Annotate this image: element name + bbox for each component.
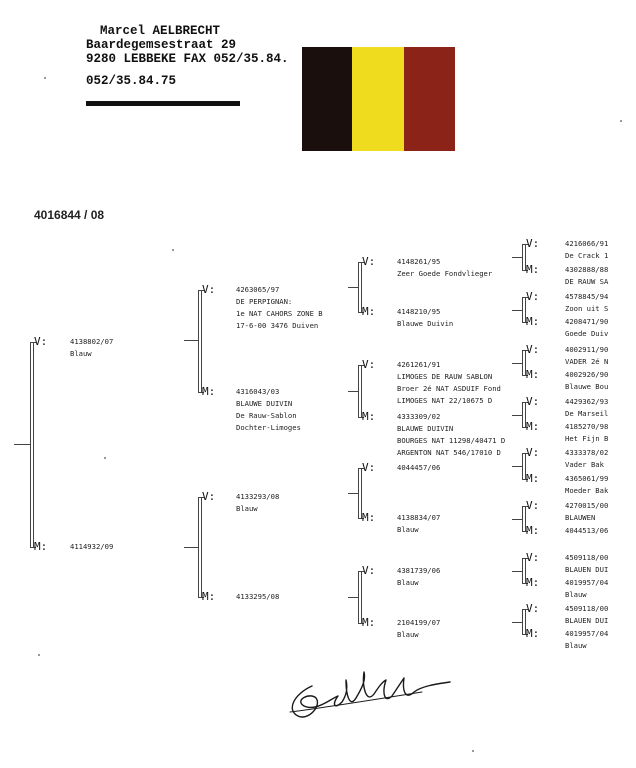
bracket-line: [512, 415, 522, 416]
bracket-line: [522, 506, 523, 531]
pigeon-info-line: De Crack 1: [565, 251, 609, 260]
parent-label: V:: [526, 290, 540, 303]
pigeon-info-line: BLAUWEN: [565, 513, 596, 522]
bracket-line: [522, 244, 523, 270]
parent-label: V:: [526, 499, 540, 512]
bracket-line: [348, 287, 358, 288]
parent-label: M:: [362, 616, 376, 629]
parent-label: V:: [362, 255, 376, 268]
ring-number: 4333309/02: [397, 412, 441, 421]
parent-label: M:: [526, 472, 540, 485]
pigeon-info-line: BLAUWE DUIVIN: [397, 424, 454, 433]
pigeon-info-line: Blauw: [565, 590, 587, 599]
parent-label: M:: [526, 576, 540, 589]
ring-number: 4148210/95: [397, 307, 441, 316]
bracket-line: [512, 363, 522, 364]
parent-label: V:: [202, 490, 216, 503]
ring-number: 4429362/93: [565, 397, 609, 406]
pigeon-info-line: BLAUWE DUIVIN: [236, 399, 293, 408]
ring-number: 4365061/99: [565, 474, 609, 483]
pigeon-info-line: De Rauw-Sablon: [236, 411, 297, 420]
bracket-line: [201, 290, 202, 392]
owner-city-fax: 9280 LEBBEKE FAX 052/35.84.: [86, 52, 289, 66]
ring-number: 4002911/90: [565, 345, 609, 354]
ring-number: 4208471/90: [565, 317, 609, 326]
pigeon-info-line: Blauw: [565, 641, 587, 650]
pigeon-info-line: Zoon uit S: [565, 304, 609, 313]
pigeon-info-line: DE RAUW SA: [565, 277, 609, 286]
ring-number: 4316043/03: [236, 387, 280, 396]
parent-label: V:: [526, 395, 540, 408]
ring-number: 4138834/07: [397, 513, 441, 522]
bracket-line: [184, 547, 198, 548]
scan-speck: [172, 249, 174, 251]
pigeon-info-line: Zeer Goede Fondvlieger: [397, 269, 493, 278]
owner-name: Marcel AELBRECHT: [100, 24, 221, 38]
parent-label: M:: [362, 511, 376, 524]
bracket-line: [184, 340, 198, 341]
bracket-line: [358, 365, 359, 417]
ring-number: 4019957/04: [565, 578, 609, 587]
ring-number: 4044457/06: [397, 463, 441, 472]
parent-label: V:: [526, 237, 540, 250]
parent-label: V:: [362, 461, 376, 474]
bracket-line: [512, 519, 522, 520]
flag-stripe-black: [302, 47, 352, 151]
bracket-line: [358, 262, 359, 312]
pigeon-info-line: DE PERPIGNAN:: [236, 297, 293, 306]
flag-stripe-red: [404, 47, 455, 151]
pigeon-info-line: ARGENTON NAT 546/17010 D: [397, 448, 501, 457]
pigeon-info-line: Vader Bak: [565, 460, 604, 469]
ring-number: 4333378/02: [565, 448, 609, 457]
bracket-line: [201, 497, 202, 597]
pigeon-info-line: Dochter-Limoges: [236, 423, 301, 432]
bracket-line: [30, 342, 31, 547]
parent-label: M:: [526, 315, 540, 328]
scan-speck: [620, 120, 622, 122]
pigeon-info-line: Het Fijn B: [565, 434, 609, 443]
ring-number: 4216066/91: [565, 239, 609, 248]
pigeon-ring-number: 4016844 / 08: [34, 208, 105, 222]
pigeon-info-line: BOURGES NAT 11298/40471 D: [397, 436, 506, 445]
pigeon-info-line: Blauw: [236, 504, 258, 513]
bracket-line: [522, 402, 523, 427]
header-underline: [86, 101, 240, 106]
pigeon-info-line: BLAUEN DUI: [565, 565, 609, 574]
ring-number: 4002926/90: [565, 370, 609, 379]
pigeon-info-line: Blauw: [397, 630, 419, 639]
ring-number: 2104199/07: [397, 618, 441, 627]
pigeon-info-line: LIMOGES DE RAUW SABLON: [397, 372, 493, 381]
pigeon-info-line: Broer 2é NAT ASDUIF Fond: [397, 384, 501, 393]
parent-label: V:: [526, 551, 540, 564]
parent-label: M:: [202, 590, 216, 603]
ring-number: 4261261/91: [397, 360, 441, 369]
bracket-line: [522, 609, 523, 634]
bracket-line: [198, 497, 199, 597]
parent-label: M:: [34, 540, 48, 553]
pigeon-info-line: VADER 2é N: [565, 357, 609, 366]
parent-label: M:: [526, 420, 540, 433]
pigeon-info-line: LIMOGES NAT 22/10675 D: [397, 396, 493, 405]
bracket-line: [522, 558, 523, 583]
bracket-line: [522, 350, 523, 375]
bracket-line: [512, 257, 522, 258]
ring-number: 4302888/88: [565, 265, 609, 274]
ring-number: 4185270/98: [565, 422, 609, 431]
ring-number: 4148261/95: [397, 257, 441, 266]
pigeon-info-line: 17-6-00 3476 Duiven: [236, 321, 319, 330]
bracket-line: [348, 391, 358, 392]
ring-number: 4509118/00: [565, 604, 609, 613]
bracket-line: [512, 571, 522, 572]
pigeon-info-line: Blauw: [397, 525, 419, 534]
scan-speck: [44, 77, 46, 79]
ring-number: 4138802/07: [70, 337, 114, 346]
bracket-line: [512, 310, 522, 311]
parent-label: V:: [34, 335, 48, 348]
signature: [282, 670, 472, 726]
pigeon-info-line: Blauwe Bou: [565, 382, 609, 391]
parent-label: M:: [526, 368, 540, 381]
bracket-line: [358, 468, 359, 518]
ring-number: 4044513/06: [565, 526, 609, 535]
ring-number: 4509118/00: [565, 553, 609, 562]
pigeon-info-line: Goede Duiv: [565, 329, 609, 338]
parent-label: V:: [202, 283, 216, 296]
parent-label: M:: [526, 524, 540, 537]
parent-label: V:: [526, 446, 540, 459]
ring-number: 4263065/97: [236, 285, 280, 294]
scan-speck: [472, 750, 474, 752]
pigeon-info-line: BLAUEN DUI: [565, 616, 609, 625]
ring-number: 4133293/08: [236, 492, 280, 501]
bracket-line: [198, 290, 199, 392]
scan-speck: [104, 457, 106, 459]
parent-label: V:: [526, 343, 540, 356]
pigeon-info-line: 1e NAT CAHORS ZONE B: [236, 309, 323, 318]
pigeon-info-line: Moeder Bak: [565, 486, 609, 495]
scan-speck: [38, 654, 40, 656]
parent-label: M:: [526, 263, 540, 276]
parent-label: M:: [362, 410, 376, 423]
bracket-line: [522, 453, 523, 479]
parent-label: V:: [362, 564, 376, 577]
ring-number: 4270015/00: [565, 501, 609, 510]
bracket-line: [512, 622, 522, 623]
ring-number: 4578845/94: [565, 292, 609, 301]
bracket-line: [348, 493, 358, 494]
parent-label: V:: [526, 602, 540, 615]
pigeon-info-line: Blauwe Duivin: [397, 319, 454, 328]
pigeon-info-line: Blauw: [70, 349, 92, 358]
bracket-line: [14, 444, 30, 445]
pigeon-info-line: De Marseil: [565, 409, 609, 418]
bracket-line: [522, 297, 523, 322]
parent-label: V:: [362, 358, 376, 371]
ring-number: 4133295/08: [236, 592, 280, 601]
bracket-line: [33, 342, 34, 547]
ring-number: 4381739/06: [397, 566, 441, 575]
bracket-line: [358, 571, 359, 623]
parent-label: M:: [362, 305, 376, 318]
owner-phone: 052/35.84.75: [86, 74, 177, 88]
flag-stripe-yellow: [352, 47, 404, 151]
bracket-line: [348, 597, 358, 598]
ring-number: 4019957/04: [565, 629, 609, 638]
ring-number: 4114932/09: [70, 542, 114, 551]
bracket-line: [512, 466, 522, 467]
owner-street: Baardegemsestraat 29: [86, 38, 237, 52]
parent-label: M:: [526, 627, 540, 640]
parent-label: M:: [202, 385, 216, 398]
pigeon-info-line: Blauw: [397, 578, 419, 587]
